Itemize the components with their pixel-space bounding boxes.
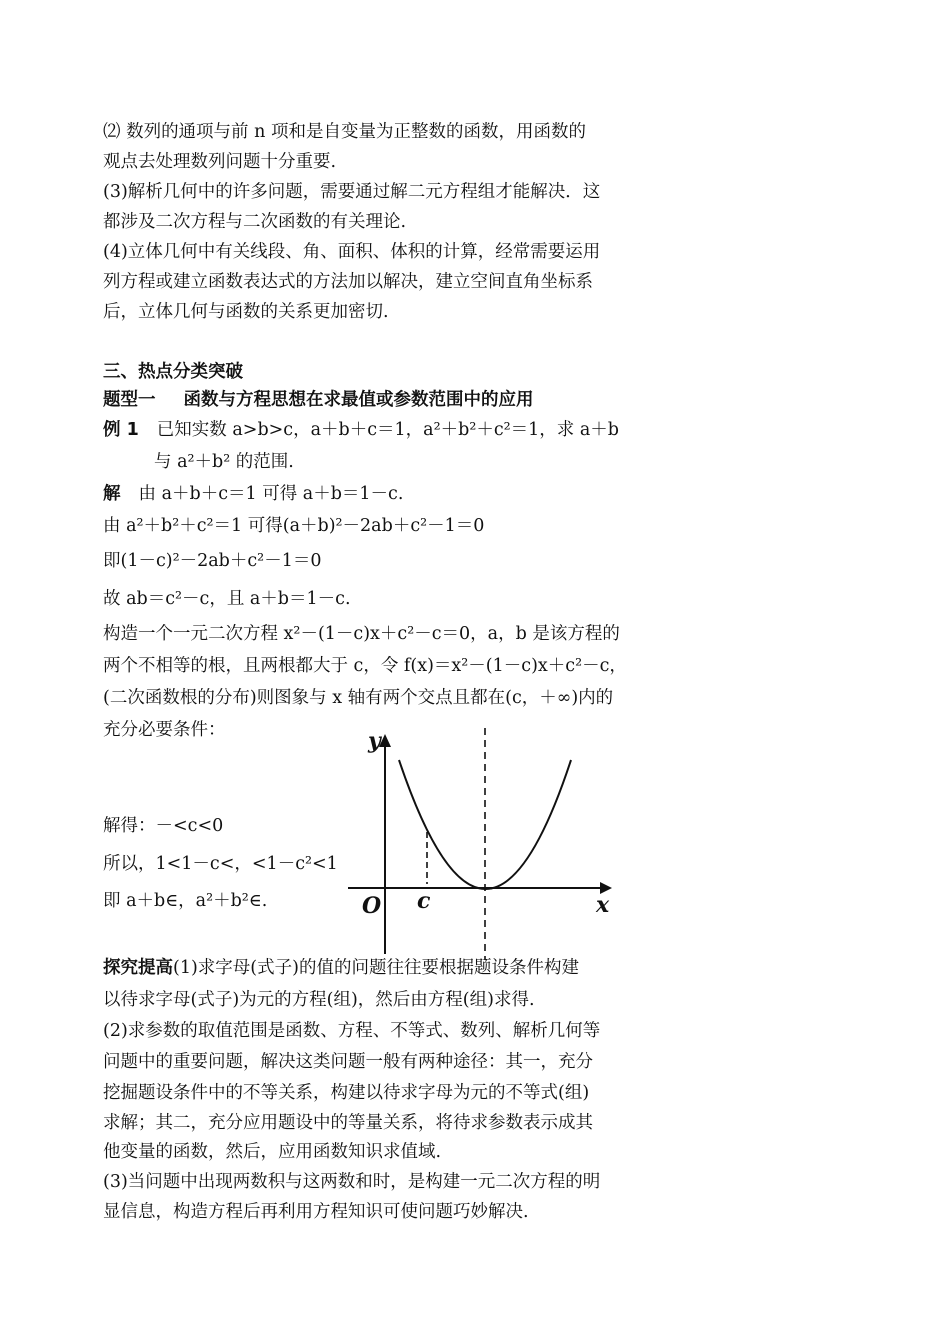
intro-p4-line1: (4)立体几何中有关线段、角、面积、体积的计算，经常需要运用 — [103, 242, 601, 262]
example-text: 已知实数 a>b>c，a＋b＋c＝1，a²＋b²＋c²＝1，求 a＋b — [156, 420, 619, 440]
intro-p2-line2: 观点去处理数列问题十分重要. — [103, 152, 337, 172]
solution-line6: 两个不相等的根，且两根都大于 c，令 f(x)＝x²－(1－c)x＋c²－c， — [103, 656, 627, 676]
origin-label: O — [362, 893, 382, 919]
question-type-label: 题型一 — [103, 390, 156, 410]
solution-label: 解 — [103, 484, 121, 504]
summary-line5: 挖掘题设条件中的不等关系，构建以待求字母为元的不等式(组) — [103, 1083, 590, 1103]
solution-line3: 即(1－c)²－2ab＋c²－1＝0 — [103, 551, 322, 571]
y-axis-arrow — [379, 734, 391, 747]
question-type-title: 函数与方程思想在求最值或参数范围中的应用 — [183, 390, 534, 410]
summary-text: (1)求字母(式子)的值的问题往往要根据题设条件构建 — [173, 958, 579, 978]
summary-line4: 问题中的重要问题，解决这类问题一般有两种途径：其一，充分 — [103, 1052, 593, 1072]
intro-p4-line2: 列方程或建立函数表达式的方法加以解决，建立空间直角坐标系 — [103, 272, 593, 292]
intro-p3-line2: 都涉及二次方程与二次函数的有关理论. — [103, 212, 407, 232]
solution-line2: 由 a²＋b²＋c²＝1 可得(a＋b)²－2ab＋c²－1＝0 — [103, 516, 485, 536]
example-line1 — [103, 418, 619, 442]
solution-line9: 解得：－<c<0 — [103, 816, 224, 836]
summary-line2: 以待求字母(式子)为元的方程(组)，然后由方程(组)求得. — [103, 990, 535, 1010]
c-label: c — [417, 888, 431, 914]
summary-line6: 求解；其二，充分应用题设中的等量关系，将待求参数表示成其 — [103, 1113, 593, 1133]
summary-line3: (2)求参数的取值范围是函数、方程、不等式、数列、解析几何等 — [103, 1021, 601, 1041]
question-type-heading — [103, 388, 534, 412]
example-line2: 与 a²＋b² 的范围. — [154, 452, 294, 472]
y-axis-label: y — [368, 728, 381, 754]
solution-line10: 所以，1<1－c<，<1－c²<1 — [103, 854, 338, 874]
summary-label: 探究提高 — [103, 958, 173, 978]
solution-line5: 构造一个一元二次方程 x²－(1－c)x＋c²－c＝0，a，b 是该方程的 — [103, 624, 620, 644]
intro-p4-line3: 后，立体几何与函数的关系更加密切. — [103, 302, 389, 322]
solution-line1 — [103, 482, 403, 506]
example-label: 例 1 — [103, 420, 139, 440]
x-axis-label: x — [596, 892, 610, 918]
solution-text: 由 a＋b＋c＝1 可得 a＋b＝1－c. — [138, 484, 404, 504]
parabola-graph — [340, 722, 630, 960]
section-heading: 三、热点分类突破 — [103, 362, 243, 382]
solution-line8: 充分必要条件： — [103, 720, 226, 740]
summary-line9: 显信息，构造方程后再利用方程知识可使问题巧妙解决. — [103, 1202, 529, 1222]
solution-line4: 故 ab＝c²－c，且 a＋b＝1－c. — [103, 589, 351, 609]
solution-line11: 即 a＋b∈，a²＋b²∈. — [103, 891, 268, 911]
summary-line7: 他变量的函数，然后，应用函数知识求值域. — [103, 1142, 442, 1162]
solution-line7: (二次函数根的分布)则图象与 x 轴有两个交点且都在(c，＋∞)内的 — [103, 688, 614, 708]
summary-line1 — [103, 956, 579, 980]
intro-p2-line1: ⑵ 数列的通项与前 n 项和是自变量为正整数的函数，用函数的 — [103, 122, 586, 142]
intro-p3-line1: (3)解析几何中的许多问题，需要通过解二元方程组才能解决．这 — [103, 182, 601, 202]
summary-line8: (3)当问题中出现两数积与这两数和时，是构建一元二次方程的明 — [103, 1172, 601, 1192]
